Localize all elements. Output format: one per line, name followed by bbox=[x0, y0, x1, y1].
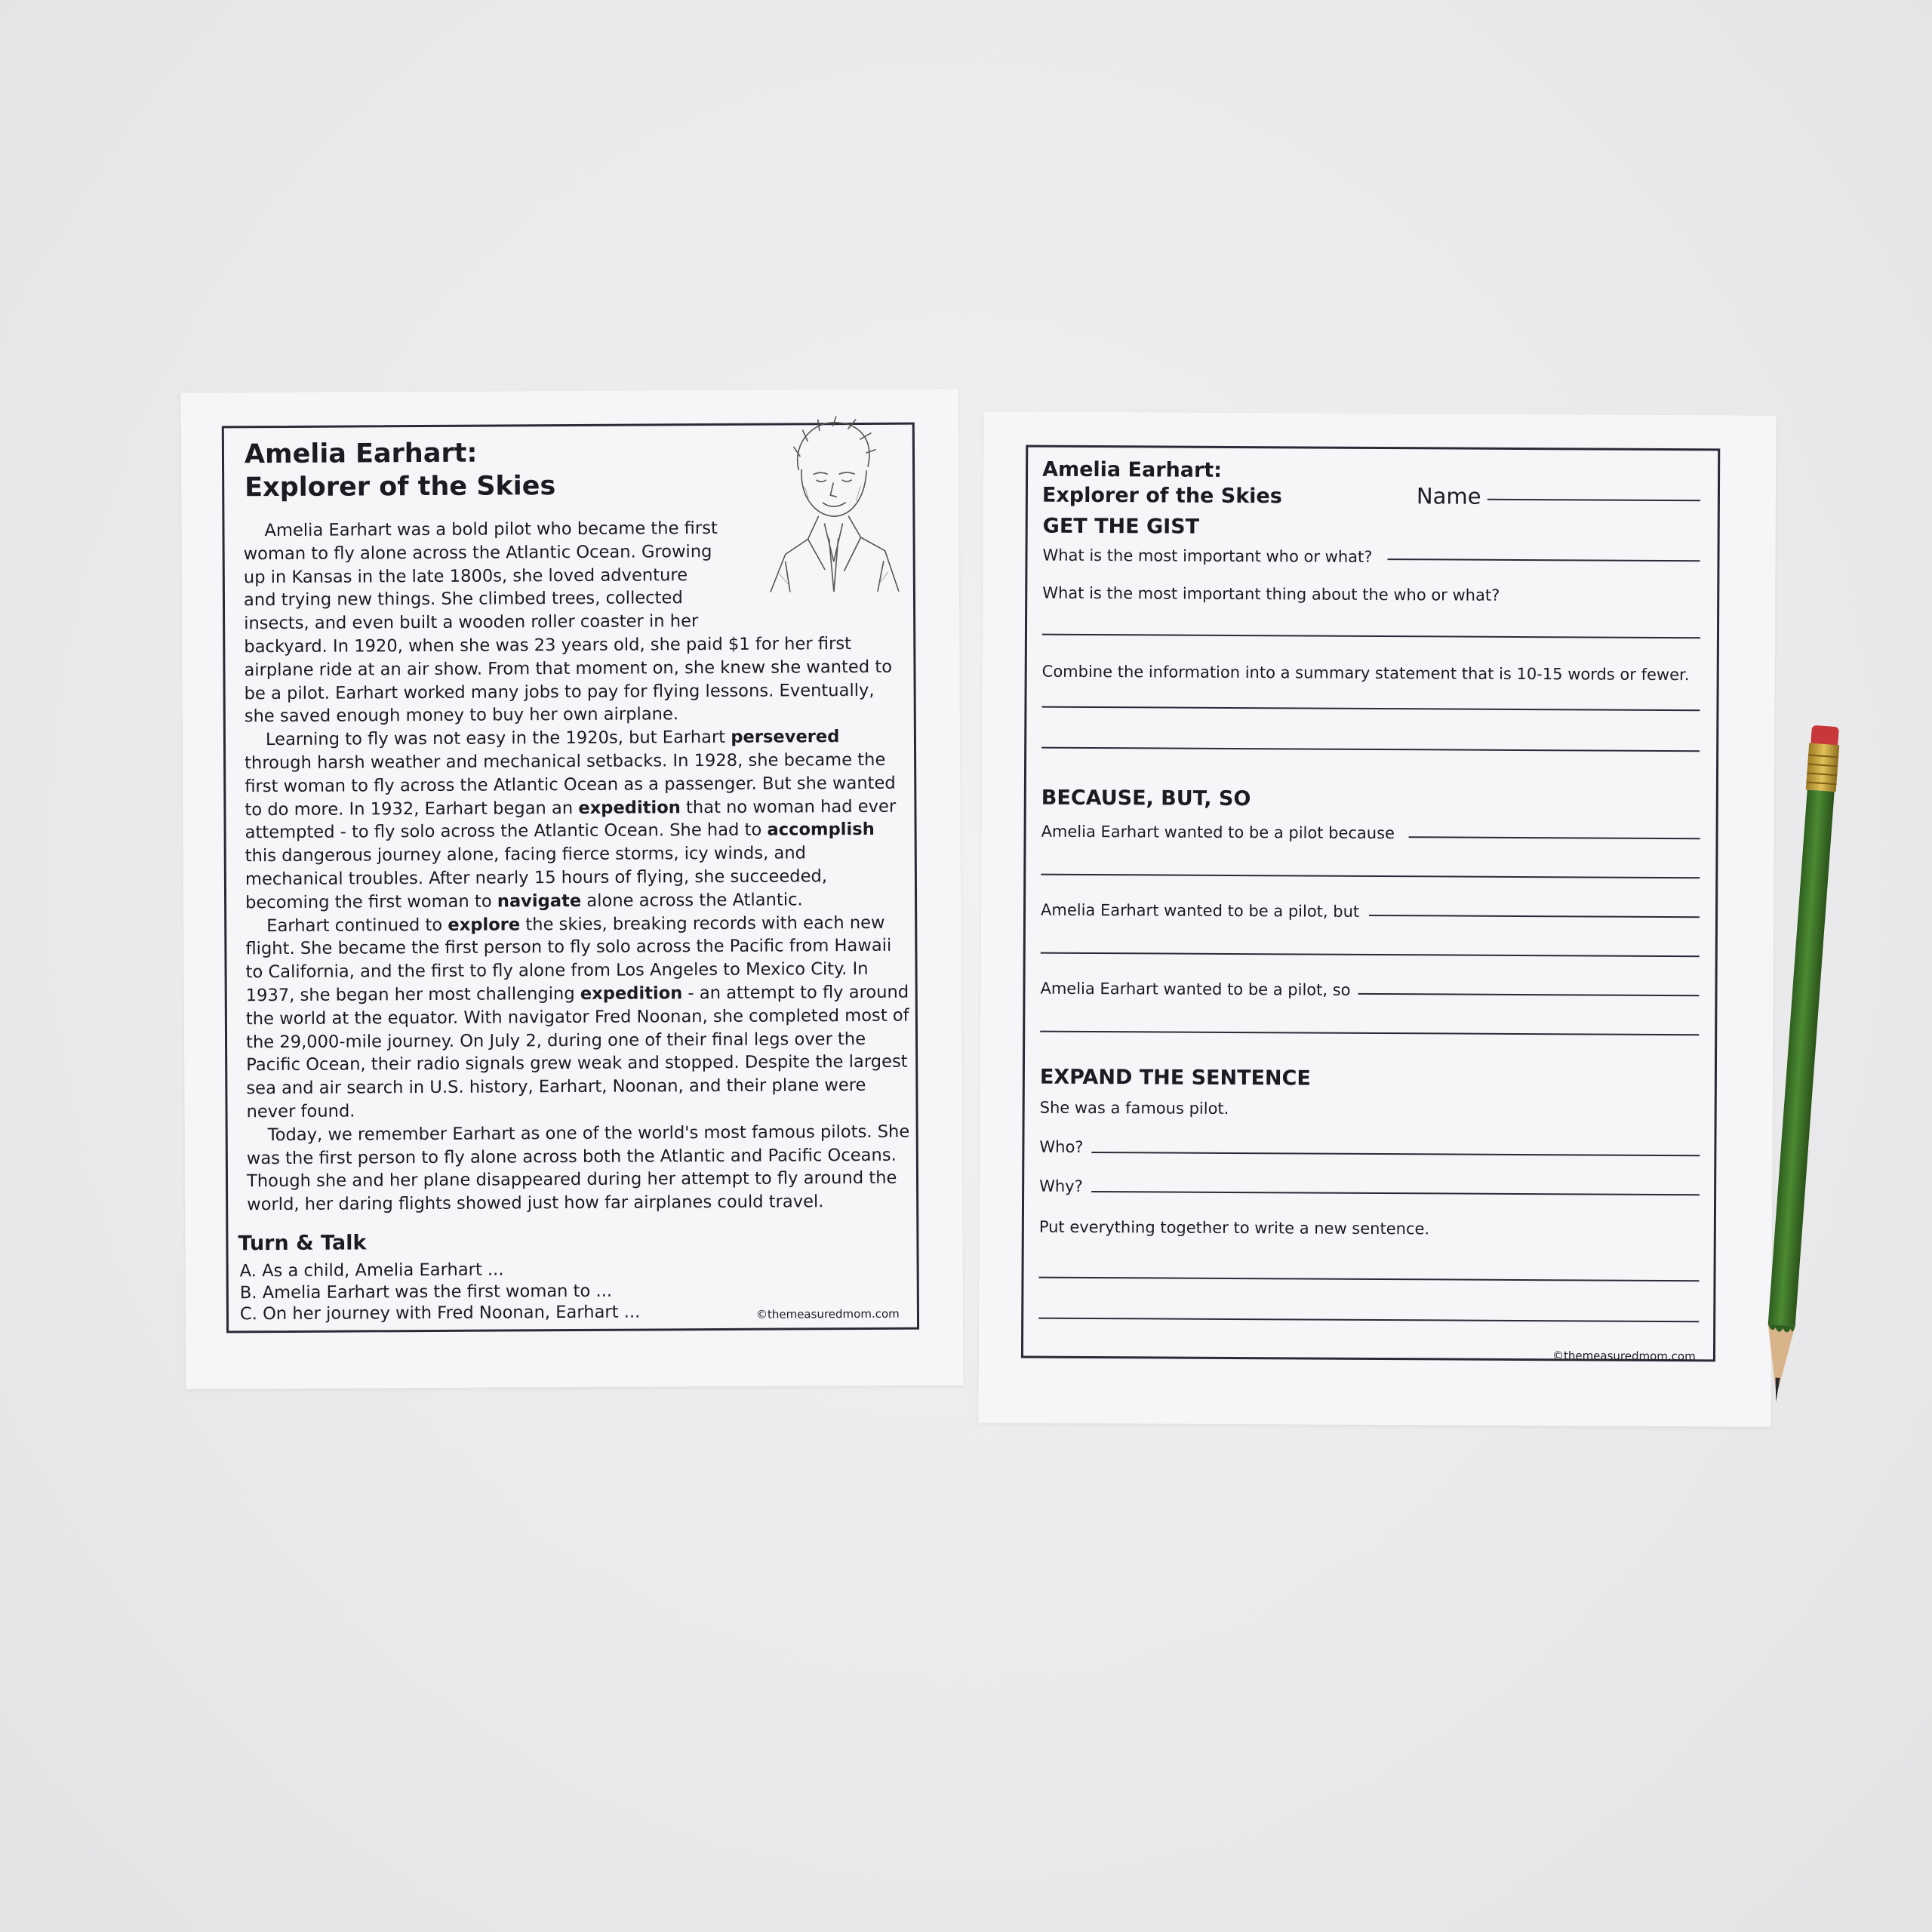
passage-text: that no woman had ever attempted - to fly solo across the Atlantic Ocean. She had to bbox=[245, 796, 897, 843]
passage-paragraph-2 bbox=[245, 725, 909, 915]
turn-and-talk-item: C. On her journey with Fred Noonan, Earhart ... bbox=[239, 1302, 641, 1324]
passage-text: Today, we remember Earhart as one of the world's most famous pilots. She was the first person to fly alone across both the Atlantic and Pacific Oceans. Though she and her plane disappeared during her attempt to fly around the world, her daring flights showed just how far airplanes could travel. bbox=[246, 1121, 910, 1215]
pencil-body bbox=[1768, 789, 1835, 1326]
vocabulary-word: navigate bbox=[497, 891, 582, 912]
gist-question-1: What is the most important who or what? bbox=[1042, 546, 1373, 566]
vocabulary-word: explore bbox=[448, 914, 521, 935]
copyright-credit: ©themeasuredmom.com bbox=[755, 1306, 900, 1321]
name-label: Name bbox=[1416, 483, 1481, 509]
vocabulary-word: accomplish bbox=[767, 820, 875, 841]
title-line-1: Amelia Earhart: bbox=[1042, 457, 1223, 482]
passage-text: the skies, breaking records with each new flight. She became the first person to fly solo across the Pacific from Hawaii to California, and the first to fly alone from Los Angeles to Mexico City. In 1937, she began her most challenging bbox=[245, 912, 892, 1006]
turn-and-talk-item: A. As a child, Amelia Earhart ... bbox=[239, 1260, 504, 1281]
gist-question-2: What is the most important thing about the who or what? bbox=[1042, 583, 1500, 605]
passage-text: Learning to fly was not easy in the 1920s, but Earhart bbox=[265, 728, 731, 750]
pencil-lead bbox=[1774, 1377, 1780, 1401]
vocabulary-word: expedition bbox=[578, 797, 681, 818]
get-the-gist-heading: GET THE GIST bbox=[1042, 514, 1200, 539]
copyright-credit: ©themeasuredmom.com bbox=[1552, 1349, 1696, 1364]
passage-text: Earhart continued to bbox=[266, 915, 448, 936]
passage-text: Amelia Earhart was a bold pilot who became the first woman to fly alone across the Atlantic Ocean. Growing up in Kansas in the late 1800s, she loved adventure and trying new things. She climbed trees, collected insects, and even built a wooden roller coaster in her backyard. In 1920, when she was 23 years old, she paid $1 for her first airplane ride at an air show. From that moment on, she knew she wanted to be a pilot. Earhart worked many jobs to pay for flying lessons. Eventually, she saved enough money to buy her own airplane. bbox=[243, 518, 893, 727]
passage-title bbox=[245, 436, 556, 504]
worksheet-title bbox=[1042, 457, 1282, 510]
base-sentence: She was a famous pilot. bbox=[1039, 1098, 1229, 1118]
reading-passage-sheet bbox=[181, 389, 964, 1389]
vocabulary-word: persevered bbox=[731, 727, 840, 748]
because-prompt: Amelia Earhart wanted to be a pilot because bbox=[1041, 822, 1395, 843]
who-label: Who? bbox=[1039, 1137, 1084, 1156]
turn-and-talk-item: B. Amelia Earhart was the first woman to ... bbox=[239, 1281, 613, 1303]
passage-text: this dangerous journey alone, facing fierce storms, icy winds, and mechanical troubles. After nearly 15 hours of flying, she succeeded, becoming the first woman to bbox=[245, 843, 828, 913]
title-line-1: Amelia Earhart: bbox=[244, 438, 478, 470]
turn-and-talk-heading: Turn & Talk bbox=[238, 1231, 367, 1256]
passage-text: - an attempt to fly around the world at the equator. With navigator Fred Noonan, she completed most of the 29,000-mile journey. On July 2, during one of their final legs over the Pacific Ocean, their radio signals grew weak and stopped. Despite the largest sea and air search in U.S. history, Earhart, Noonan, and their plane were never found. bbox=[245, 982, 909, 1122]
passage-text: alone across the Atlantic. bbox=[581, 890, 803, 911]
response-worksheet-sheet bbox=[978, 411, 1776, 1426]
reading-passage bbox=[243, 516, 911, 1217]
passage-text: through harsh weather and mechanical setbacks. In 1928, she became the first woman to fly across the Atlantic Ocean as a passenger. But she wanted to do more. In 1932, Earhart began an bbox=[245, 749, 896, 820]
so-prompt: Amelia Earhart wanted to be a pilot, so bbox=[1040, 979, 1351, 999]
why-label: Why? bbox=[1039, 1177, 1083, 1195]
title-line-2: Explorer of the Skies bbox=[245, 471, 556, 503]
combine-prompt: Put everything together to write a new sentence. bbox=[1038, 1217, 1430, 1238]
turn-and-talk-list bbox=[240, 1259, 641, 1325]
passage-paragraph-4 bbox=[247, 1120, 912, 1217]
passage-paragraph-3 bbox=[245, 911, 910, 1124]
title-line-2: Explorer of the Skies bbox=[1041, 483, 1282, 509]
because-but-so-heading: BECAUSE, BUT, SO bbox=[1041, 786, 1251, 811]
gist-question-3: Combine the information into a summary statement that is 10-15 words or fewer. bbox=[1041, 662, 1690, 685]
expand-the-sentence-heading: EXPAND THE SENTENCE bbox=[1039, 1065, 1311, 1091]
vocabulary-word: expedition bbox=[580, 983, 683, 1004]
but-prompt: Amelia Earhart wanted to be a pilot, but bbox=[1040, 900, 1360, 921]
